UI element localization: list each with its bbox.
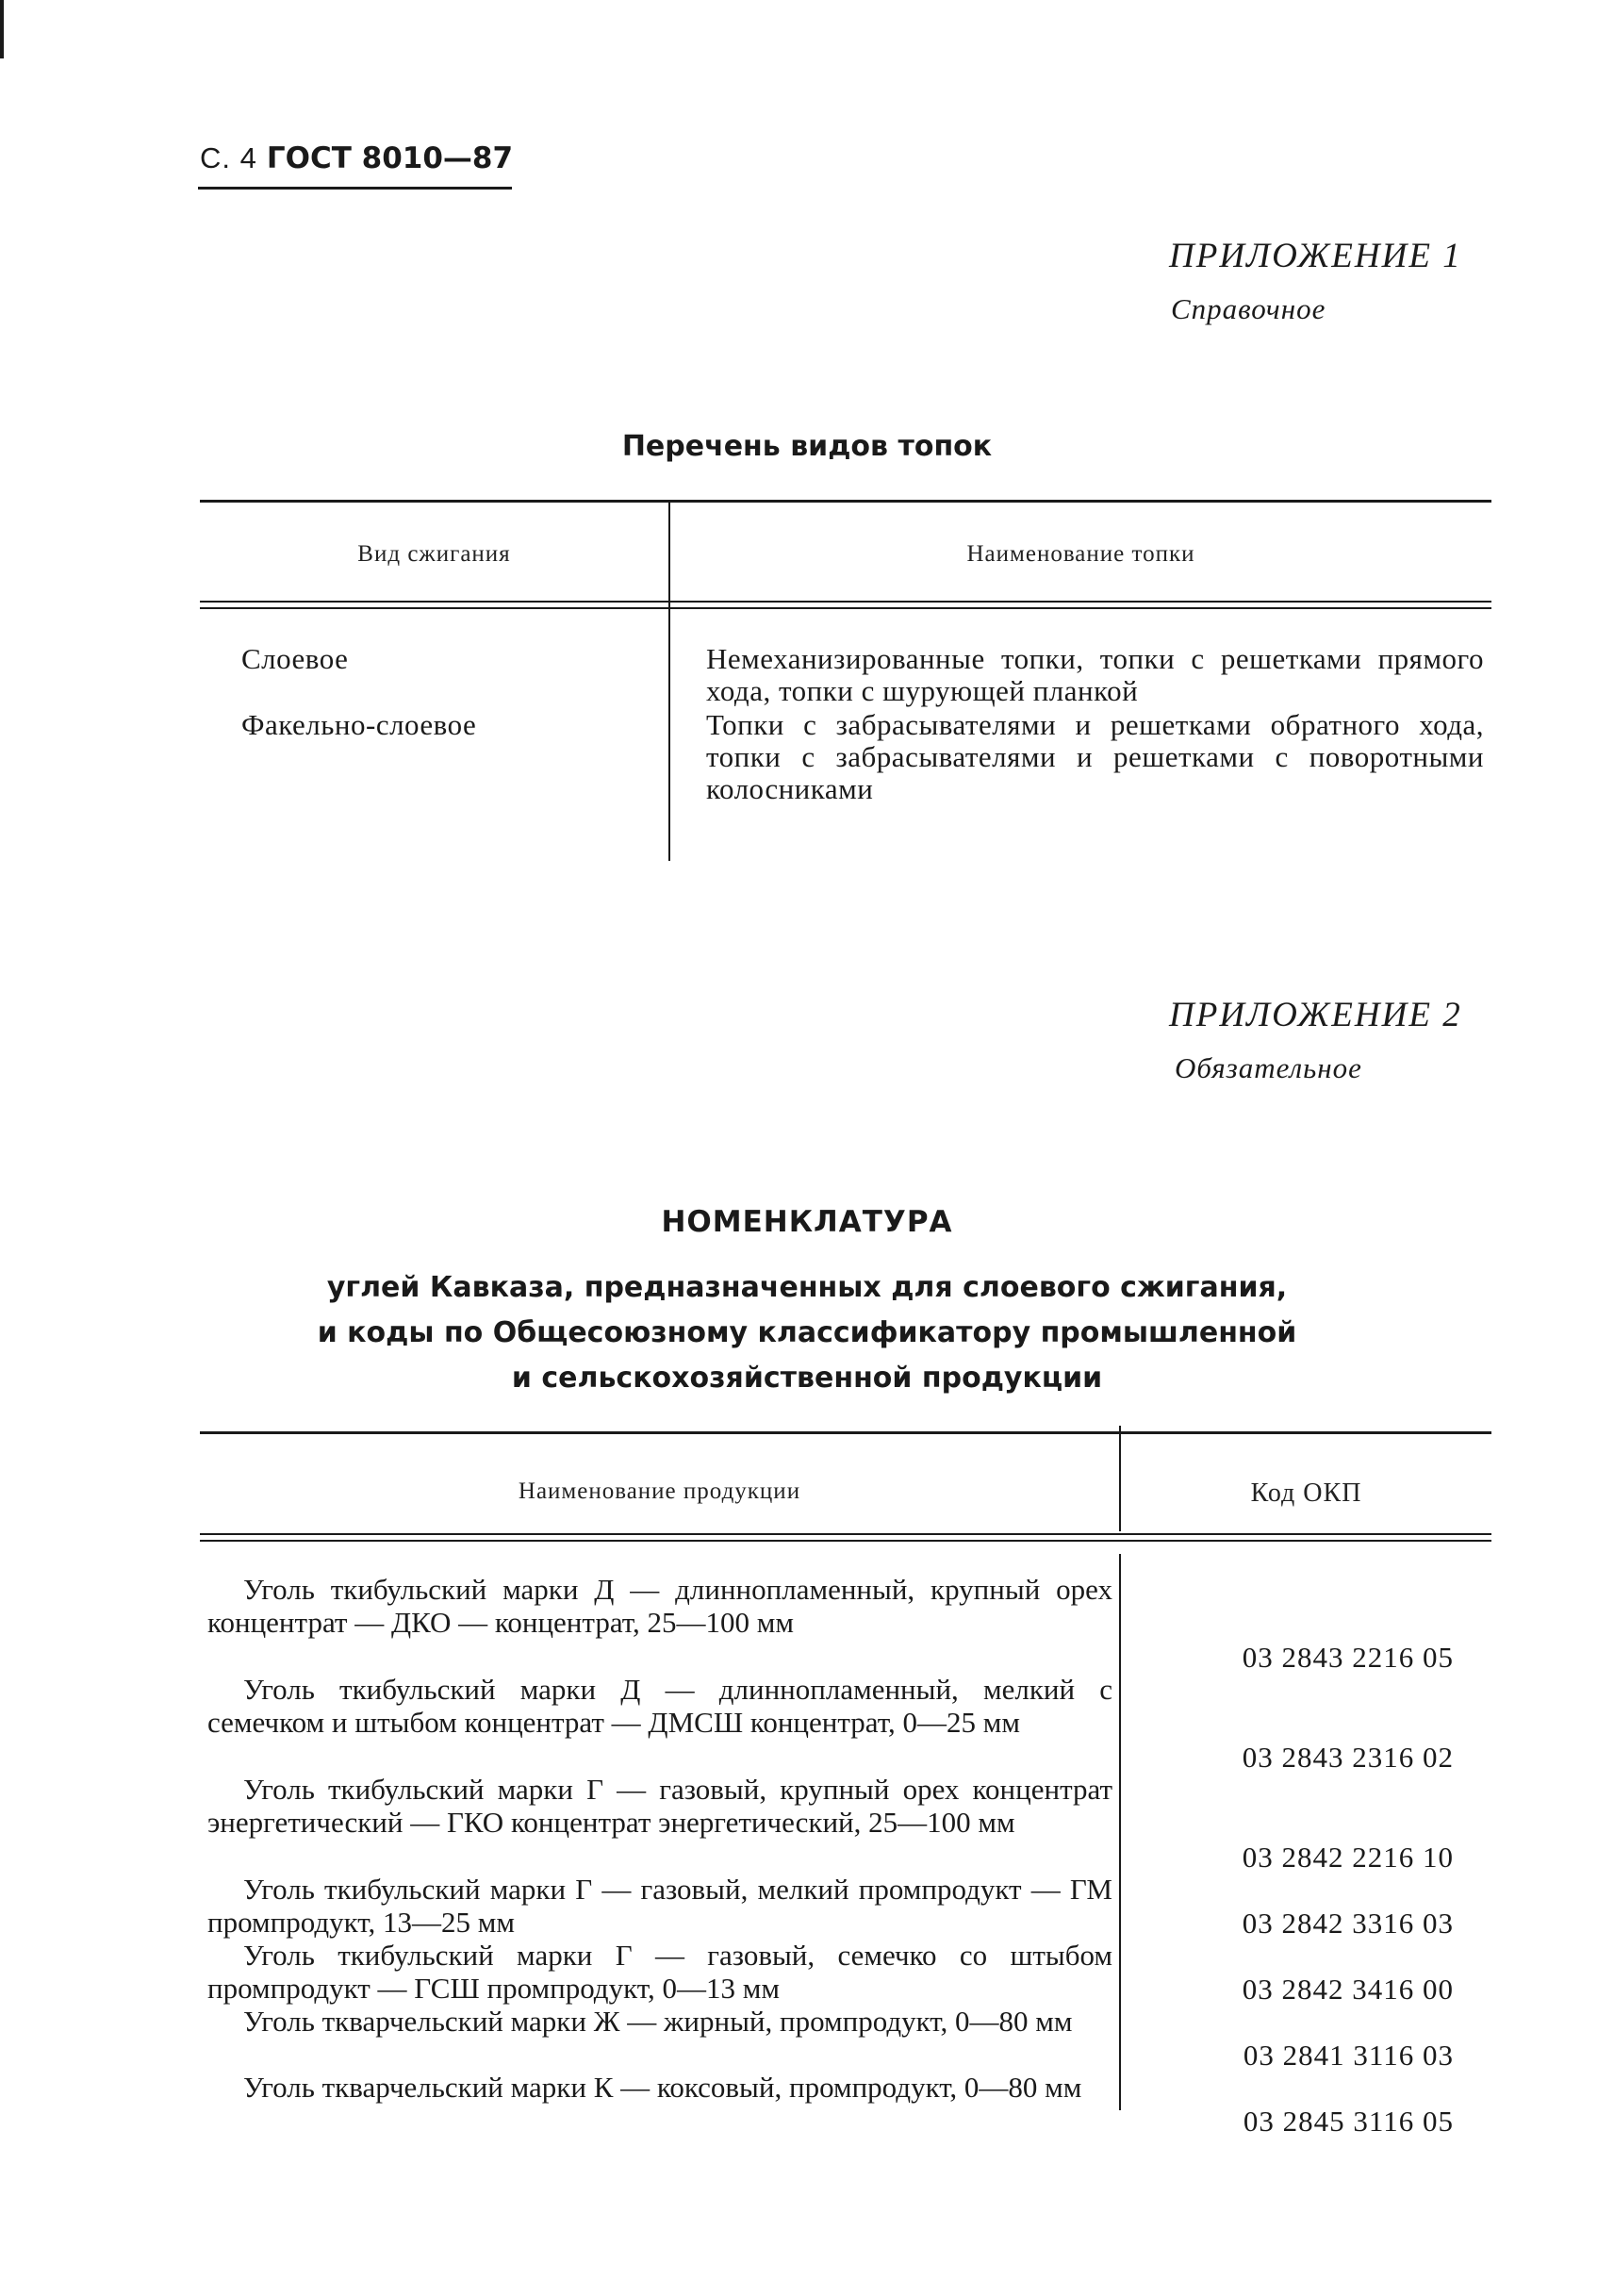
table-2-header-rule-2: [200, 1540, 1491, 1542]
product-name: Уголь ткибульский марки Д — длиннопламенный, мелкий с семечком и штыбом концентрат — ДМСШ концентрат, 0—25 мм: [207, 1673, 1112, 1739]
product-name: Уголь ткварчельский марки Ж — жирный, промпродукт, 0—80 мм: [243, 2005, 1073, 2038]
product-name: Уголь ткибульский марки Д — длиннопламенный, крупный орех концентрат — ДКО — концентрат, 25—100 мм: [207, 1573, 1112, 1639]
nomenclature-subheading-line-1: углей Кавказа, предназначенных для слоевого сжигания,: [326, 1271, 1288, 1304]
okp-code: 03 2841 3116 03: [1243, 2039, 1454, 2072]
okp-code: 03 2842 3316 03: [1242, 1907, 1454, 1940]
scan-edge-mark: [0, 0, 4, 58]
table-1-title: Перечень видов топок: [621, 430, 993, 463]
table-2-top-rule: [200, 1431, 1491, 1434]
okp-code: 03 2845 3116 05: [1243, 2105, 1454, 2138]
nomenclature-subheading-line-3: и сельскохозяйственной продукции: [511, 1362, 1103, 1395]
page-header: [200, 141, 513, 175]
okp-code: 03 2842 3416 00: [1242, 1973, 1454, 2006]
nomenclature-subheading-line-2: и коды по Общесоюзному классификатору промышленной: [317, 1316, 1297, 1349]
table-1-row-2-type: Факельно-слоевое: [241, 708, 477, 741]
appendix-2-kind: Обязательное: [1175, 1051, 1362, 1084]
table-1-header-type: Вид сжигания: [357, 541, 511, 567]
appendix-1-kind: Справочное: [1171, 292, 1326, 325]
table-2-header-rule-1: [200, 1533, 1491, 1535]
product-name: Уголь ткибульский марки Г — газовый, мелкий промпродукт — ГМ промпродукт, 13—25 мм: [207, 1873, 1112, 1939]
okp-code: 03 2843 2316 02: [1242, 1741, 1454, 1774]
header-underline: [198, 187, 512, 190]
table-row: [207, 1773, 1112, 1839]
table-1-header-name: Наименование топки: [966, 541, 1195, 567]
appendix-2-title: ПРИЛОЖЕНИЕ 2: [1169, 996, 1462, 1034]
okp-code: 03 2842 2216 10: [1242, 1841, 1454, 1874]
table-2-header-code: Код ОКП: [1250, 1478, 1362, 1508]
product-name: Уголь ткибульский марки Г — газовый, семечко со штыбом промпродукт — ГСШ промпродукт, 0—13 мм: [207, 1939, 1112, 2005]
table-row: [207, 1573, 1112, 1639]
table-2-column-divider: [1119, 1554, 1121, 2110]
table-1-top-rule: [200, 500, 1491, 503]
product-name: Уголь ткварчельский марки К — коксовый, промпродукт, 0—80 мм: [243, 2071, 1082, 2104]
okp-code: 03 2843 2216 05: [1242, 1641, 1454, 1674]
standard-number: ГОСТ 8010—87: [266, 141, 514, 175]
coal-nomenclature-table: [200, 1431, 1491, 2138]
table-1-row-2-description: Топки с забрасывателями и решетками обратного хода, топки с забрасывателями и решетками с поворотными колосниками: [706, 708, 1484, 805]
nomenclature-heading: НОМЕНКЛАТУРА: [661, 1205, 953, 1239]
table-row: [207, 2071, 1112, 2104]
table-row: [207, 2005, 1112, 2038]
table-row: [207, 1873, 1112, 1939]
table-row: [207, 1673, 1112, 1739]
furnace-types-table: [200, 500, 1491, 867]
appendix-1-title: ПРИЛОЖЕНИЕ 1: [1169, 237, 1462, 275]
table-1-header-rule-2: [200, 607, 1491, 609]
table-2-header-name: Наименование продукции: [518, 1478, 801, 1504]
product-name: Уголь ткибульский марки Г — газовый, крупный орех концентрат энергетический — ГКО концентрат энергетический, 25—100 мм: [207, 1773, 1112, 1839]
table-1-row-1-type: Слоевое: [241, 642, 349, 675]
table-1-row-1-description: Немеханизированные топки, топки с решетками прямого хода, топки с шурующей планкой: [706, 642, 1484, 707]
page-number: С. 4: [200, 141, 257, 174]
table-1-header-rule-1: [200, 601, 1491, 603]
table-row: [207, 1939, 1112, 2005]
